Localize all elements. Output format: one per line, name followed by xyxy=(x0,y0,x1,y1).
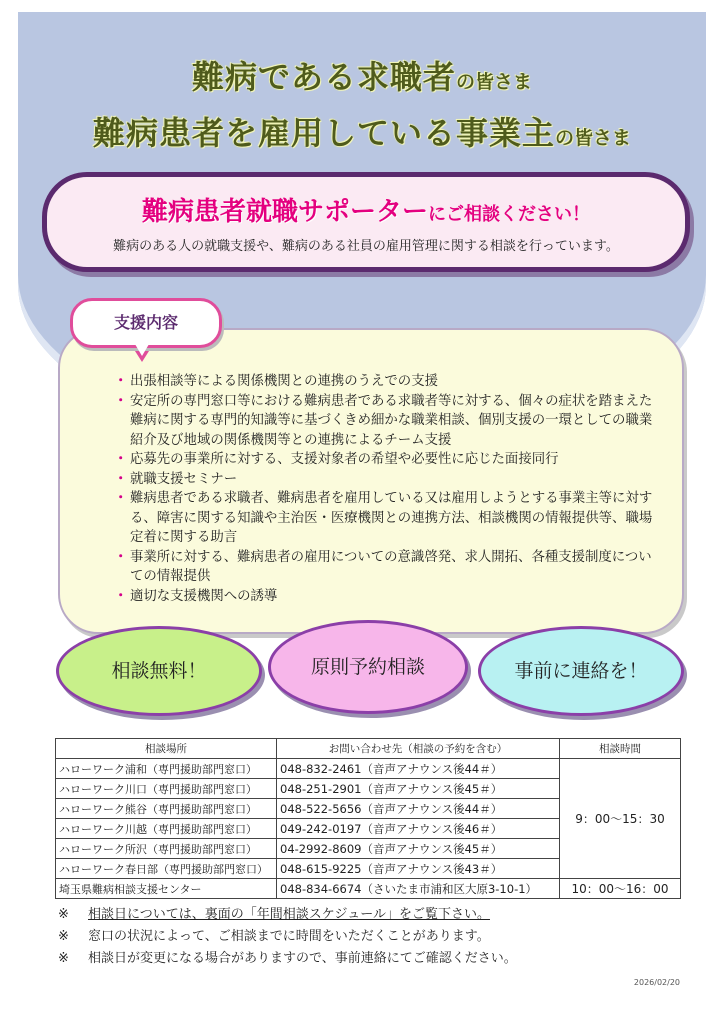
title-line-1-suffix: の皆さま xyxy=(456,71,533,93)
list-item: ・ 難病患者である求職者、難病患者を雇用している又は雇用しようとする事業主等に対する、障害に関する知識や主治医・医療機関との連携方法、相談機関の情報提供等、職場定着に関する助言 xyxy=(118,489,663,548)
contact-cell: 048-832-2461（音声アナウンス後44＃） xyxy=(277,759,560,779)
reservation-bubble xyxy=(268,620,468,714)
place-cell: ハローワーク春日部（専門援助部門窓口） xyxy=(56,859,277,879)
bubble-label: 原則予約相談 xyxy=(310,656,425,678)
col-header-place: 相談場所 xyxy=(56,739,277,759)
note-item xyxy=(58,948,698,970)
issue-date: 2026/02/20 xyxy=(633,978,680,987)
tag-pointer-inner xyxy=(132,339,152,356)
list-item: ・ 安定所の専門窓口等における難病患者である求職者等に対する、個々の症状を踏まえた難病に関する専門的知識等に基づくきめ細かな職業相談、個別支援の一環としての職業紹介及び地域の関係機関等との連携によるチーム支援 xyxy=(118,392,663,451)
col-header-contact: お問い合わせ先（相談の予約を含む） xyxy=(277,739,560,759)
table-row xyxy=(56,759,681,779)
banner-rest: にご相談ください！ xyxy=(428,204,590,225)
note-mark: ※ xyxy=(58,907,69,922)
list-item: ・ 出張相談等による関係機関との連携のうえでの支援 xyxy=(118,372,663,392)
contact-cell: 04-2992-8609（音声アナウンス後45＃） xyxy=(277,839,560,859)
note-text: 相談日については、裏面の「年間相談スケジュール」をご覧下さい。 xyxy=(88,907,490,922)
contact-cell: 048-615-9225（音声アナウンス後43＃） xyxy=(277,859,560,879)
place-cell: ハローワーク所沢（専門援助部門窓口） xyxy=(56,839,277,859)
table-header-row xyxy=(56,739,681,759)
contact-cell: 048-834-6674（さいたま市浦和区大原3-10-1） xyxy=(277,879,560,899)
contact-cell: 048-251-2901（音声アナウンス後45＃） xyxy=(277,779,560,799)
title-line-1-main: 難病である求職者 xyxy=(191,58,456,96)
support-tag: 支援内容 xyxy=(70,298,222,348)
place-cell: ハローワーク川口（専門援助部門窓口） xyxy=(56,779,277,799)
note-text: 窓口の状況によって、ご相談までに時間をいただくことがあります。 xyxy=(88,929,490,944)
banner-heading xyxy=(47,191,685,228)
supporter-banner xyxy=(42,172,690,272)
bubble-label: 事前に連絡を！ xyxy=(514,660,648,682)
place-cell: 埼玉県難病相談支援センター xyxy=(56,879,277,899)
list-item: ・ 応募先の事業所に対する、支援対象者の希望や必要性に応じた面接同行 xyxy=(118,450,663,470)
note-item xyxy=(58,926,698,948)
list-item: ・ 適切な支援機関への誘導 xyxy=(118,587,663,607)
support-list xyxy=(118,372,663,606)
note-mark: ※ xyxy=(58,951,69,966)
title-line-1 xyxy=(0,52,724,98)
contact-first-bubble xyxy=(478,626,684,716)
title-line-2-suffix: の皆さま xyxy=(555,127,632,149)
banner-subtitle: 難病のある人の就職支援や、難病のある社員の雇用管理に関する相談を行っています。 xyxy=(113,239,619,254)
notes-list xyxy=(58,904,698,970)
hours-cell: 10：00～16：00 xyxy=(560,879,681,899)
place-cell: ハローワーク熊谷（専門援助部門窓口） xyxy=(56,799,277,819)
place-cell: ハローワーク川越（専門援助部門窓口） xyxy=(56,819,277,839)
bubble-label: 相談無料！ xyxy=(111,660,207,682)
consultation-table xyxy=(55,738,681,899)
note-text: 相談日が変更になる場合がありますので、事前連絡にてご確認ください。 xyxy=(88,951,517,966)
banner-highlight: 難病患者就職サポーター xyxy=(141,197,428,227)
list-item: ・ 事業所に対する、難病患者の雇用についての意識啓発、求人開拓、各種支援制度についての情報提供 xyxy=(118,548,663,587)
free-consultation-bubble xyxy=(56,626,262,716)
note-mark: ※ xyxy=(58,929,69,944)
title-line-2 xyxy=(0,108,724,154)
contact-cell: 049-242-0197（音声アナウンス後46＃） xyxy=(277,819,560,839)
table-row xyxy=(56,879,681,899)
hours-cell: 9：00～15：30 xyxy=(560,759,681,879)
contact-cell: 048-522-5656（音声アナウンス後44＃） xyxy=(277,799,560,819)
list-item: ・ 就職支援セミナー xyxy=(118,470,663,490)
place-cell: ハローワーク浦和（専門援助部門窓口） xyxy=(56,759,277,779)
title-line-2-main: 難病患者を雇用している事業主 xyxy=(92,114,555,152)
note-item xyxy=(58,904,698,926)
col-header-hours: 相談時間 xyxy=(560,739,681,759)
